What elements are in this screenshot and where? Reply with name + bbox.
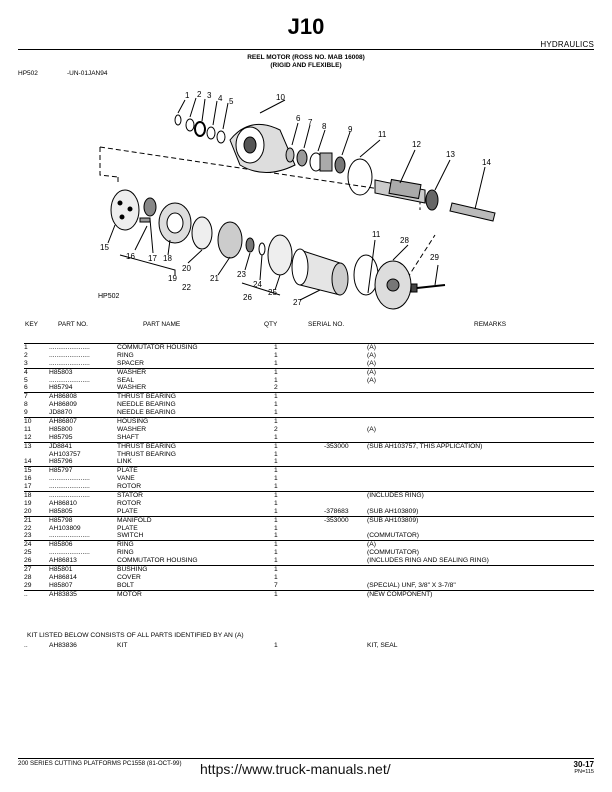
row-part-name: BUSHING	[117, 566, 148, 574]
row-part-no: JD8870	[49, 409, 73, 417]
row-key: 18	[24, 492, 32, 500]
kit-part-no: AH83836	[49, 642, 77, 649]
row-part-name: THRUST BEARING	[117, 393, 176, 401]
row-remarks: (A)	[367, 344, 376, 351]
section-label: HYDRAULICS	[540, 40, 594, 49]
row-qty: 1	[274, 344, 278, 351]
row-remarks: (A)	[367, 376, 376, 384]
row-part-no: H85801	[49, 566, 73, 574]
row-part-no: AH86813	[49, 557, 77, 565]
row-part-name: THRUST BEARING	[117, 442, 176, 450]
table-row	[24, 565, 594, 574]
row-qty: 2	[274, 425, 278, 433]
row-part-name: SPACER	[117, 359, 145, 367]
kit-qty: 1	[274, 642, 278, 649]
row-key: 6	[24, 384, 28, 392]
row-part-name: SWITCH	[117, 532, 144, 540]
table-row	[24, 434, 594, 442]
callout-21: 21	[210, 274, 219, 283]
row-qty: 1	[274, 458, 278, 466]
col-header-key: KEY	[25, 321, 39, 328]
row-qty: 1	[274, 549, 278, 557]
row-qty: 1	[274, 524, 278, 532]
callout-8: 8	[322, 122, 327, 131]
callout-14: 14	[482, 158, 491, 167]
row-qty: 1	[274, 442, 278, 450]
row-part-name: SHAFT	[117, 433, 139, 441]
row-part-name: VANE	[117, 475, 135, 483]
callout-25: 25	[268, 288, 277, 297]
row-qty: 2	[274, 384, 278, 392]
row-part-name: ROTOR	[117, 499, 142, 507]
row-remarks: (COMMUTATOR)	[367, 549, 420, 557]
row-qty: 1	[274, 475, 278, 483]
row-qty: 1	[274, 492, 278, 500]
table-row	[24, 532, 594, 540]
col-header-part-name: PART NAME	[143, 321, 181, 328]
row-part-name: WASHER	[117, 425, 147, 433]
row-key: 11	[24, 425, 31, 433]
kit-note: KIT LISTED BELOW CONSISTS OF ALL PARTS IDENTIFIED BY AN (A)	[27, 632, 244, 639]
row-key: 27	[24, 566, 32, 574]
row-part-no: AH103757	[49, 450, 81, 458]
row-remarks: (A)	[367, 359, 376, 367]
row-key: 5	[24, 376, 28, 384]
row-part-name: PLATE	[117, 524, 138, 532]
table-row	[24, 451, 594, 459]
col-header-qty: QTY	[264, 321, 278, 328]
row-key: 9	[24, 409, 28, 417]
row-qty: 1	[274, 516, 278, 524]
table-row	[24, 475, 594, 483]
callout-16: 16	[126, 252, 135, 261]
row-key: 19	[24, 499, 32, 507]
kit-row	[24, 642, 594, 650]
page-number: 30-17	[573, 760, 594, 769]
row-part-no: ......................	[49, 344, 90, 351]
row-key: 28	[24, 573, 32, 581]
table-row	[24, 384, 594, 392]
table-row	[24, 549, 594, 557]
row-key: 20	[24, 507, 32, 515]
row-key: ..	[24, 590, 28, 598]
row-qty: 1	[274, 541, 278, 549]
kit-remarks: KIT, SEAL	[367, 642, 398, 649]
row-part-no: H85797	[49, 467, 73, 475]
pn-code: PN=115	[574, 769, 594, 775]
row-qty: 1	[274, 499, 278, 507]
table-row	[24, 458, 594, 466]
row-part-no: ......................	[49, 532, 90, 540]
row-part-name: PLATE	[117, 467, 138, 475]
row-part-name: RING	[117, 549, 134, 557]
row-part-no: ......................	[49, 483, 90, 491]
table-row	[24, 483, 594, 491]
row-part-name: MANIFOLD	[117, 516, 152, 524]
callout-22: 22	[182, 283, 191, 292]
callout-15: 15	[100, 243, 109, 252]
callout-28: 28	[400, 236, 409, 245]
callout-3: 3	[207, 91, 212, 100]
row-remarks: (A)	[367, 351, 376, 359]
row-key: 12	[24, 433, 32, 441]
callout-7: 7	[308, 118, 313, 127]
row-remarks: (A)	[367, 541, 376, 549]
callout-18: 18	[163, 254, 172, 263]
row-qty: 1	[274, 418, 278, 426]
row-part-no: H85796	[49, 458, 73, 466]
header-rule	[18, 49, 594, 50]
row-part-name: COVER	[117, 573, 141, 581]
callout-17: 17	[148, 254, 157, 263]
figure-subtitle: (RIGID AND FLEXIBLE)	[270, 62, 342, 69]
row-qty: 1	[274, 507, 278, 515]
callout-23: 23	[237, 270, 246, 279]
row-part-name: PLATE	[117, 507, 138, 515]
parts-table	[24, 343, 594, 599]
table-row	[24, 590, 594, 599]
row-key: 17	[24, 483, 32, 491]
row-part-name: THRUST BEARING	[117, 450, 176, 458]
callout-6: 6	[296, 114, 301, 123]
row-remarks: (SPECIAL) UNF, 3/8" X 3-7/8"	[367, 581, 456, 589]
callout-26: 26	[243, 293, 252, 302]
row-qty: 1	[274, 590, 278, 598]
table-row	[24, 525, 594, 533]
table-row	[24, 500, 594, 508]
row-part-no: H85806	[49, 541, 73, 549]
row-part-no: AH83835	[49, 590, 77, 598]
row-part-no: ......................	[49, 359, 90, 367]
row-key: 24	[24, 541, 32, 549]
row-remarks: (A)	[367, 368, 376, 376]
row-part-name: BOLT	[117, 581, 134, 589]
callout-27: 27	[293, 298, 302, 307]
diagram-code: HP502	[98, 293, 120, 300]
row-key: 16	[24, 475, 32, 483]
row-part-name: HOUSING	[117, 418, 149, 426]
table-row	[24, 343, 594, 352]
row-remarks: (NEW COMPONENT)	[367, 590, 433, 598]
callout-4: 4	[218, 94, 223, 103]
row-part-no: AH86807	[49, 418, 77, 426]
row-qty: 1	[274, 351, 278, 359]
row-part-name: MOTOR	[117, 590, 142, 598]
row-part-no: H85798	[49, 516, 73, 524]
row-key: 4	[24, 368, 28, 376]
row-key: 1	[24, 344, 28, 351]
row-key: 26	[24, 557, 32, 565]
page-title: J10	[287, 14, 325, 39]
watermark-url[interactable]: https://www.truck-manuals.net/	[200, 761, 391, 777]
row-key: 15	[24, 467, 32, 475]
table-row	[24, 508, 594, 516]
table-row	[24, 466, 594, 475]
row-qty: 1	[274, 368, 278, 376]
table-row	[24, 368, 594, 377]
kit-key: ..	[24, 642, 28, 649]
figure-code: HP502	[18, 70, 38, 77]
row-qty: 1	[274, 376, 278, 384]
table-row	[24, 516, 594, 525]
callout-5: 5	[229, 97, 234, 106]
row-remarks: (INCLUDES RING AND SEALING RING)	[367, 557, 489, 565]
table-row	[24, 491, 594, 500]
row-qty: 1	[274, 532, 278, 540]
row-part-name: COMMUTATOR HOUSING	[117, 344, 198, 351]
row-qty: 1	[274, 483, 278, 491]
row-key: 3	[24, 359, 28, 367]
exploded-parts-diagram	[90, 85, 530, 310]
row-key: 22	[24, 524, 32, 532]
row-qty: 1	[274, 557, 278, 565]
kit-part-name: KIT	[117, 642, 128, 649]
row-part-no: AH86810	[49, 499, 77, 507]
col-header-remarks: REMARKS	[474, 321, 507, 328]
row-part-name: ROTOR	[117, 483, 142, 491]
row-part-no: H85794	[49, 384, 73, 392]
row-part-no: H85805	[49, 507, 73, 515]
row-key: 13	[24, 442, 32, 450]
row-part-no: AH86808	[49, 393, 77, 401]
table-row	[24, 392, 594, 401]
row-part-no: H85800	[49, 425, 73, 433]
callout-24: 24	[253, 280, 262, 289]
row-part-name: COMMUTATOR HOUSING	[117, 557, 198, 565]
row-remarks: (COMMUTATOR)	[367, 532, 420, 540]
table-row	[24, 360, 594, 368]
row-part-no: H85803	[49, 368, 73, 376]
row-qty: 1	[274, 450, 278, 458]
table-row	[24, 377, 594, 385]
row-remarks: (A)	[367, 425, 376, 433]
row-key: 8	[24, 401, 28, 409]
row-qty: 7	[274, 581, 278, 589]
callout-1: 1	[185, 91, 190, 100]
row-qty: 1	[274, 393, 278, 401]
row-qty: 1	[274, 467, 278, 475]
table-row	[24, 417, 594, 426]
callout-10: 10	[276, 93, 285, 102]
table-row	[24, 352, 594, 360]
row-part-no: ......................	[49, 549, 90, 557]
table-row	[24, 540, 594, 549]
row-serial-no: -353000	[324, 516, 349, 524]
row-qty: 1	[274, 401, 278, 409]
row-part-no: ......................	[49, 475, 90, 483]
row-qty: 1	[274, 433, 278, 441]
footer-publication: 200 SERIES CUTTING PLATFORMS PC1558 (81-OCT-99)	[18, 760, 182, 767]
row-part-no: ......................	[49, 351, 90, 359]
callout-12: 12	[412, 140, 421, 149]
table-row	[24, 409, 594, 417]
row-remarks: (SUB AH103757, THIS APPLICATION)	[367, 442, 483, 450]
row-part-name: SEAL	[117, 376, 135, 384]
row-part-name: WASHER	[117, 368, 147, 376]
row-part-name: STATOR	[117, 492, 144, 500]
table-row	[24, 557, 594, 565]
figure-title: REEL MOTOR (ROSS NO. MAB 16008)	[247, 54, 365, 61]
table-row	[24, 442, 594, 451]
callout-11-top: 11	[378, 130, 387, 139]
row-key: 2	[24, 351, 28, 359]
callout-29: 29	[430, 253, 439, 262]
row-part-no: AH86814	[49, 573, 77, 581]
row-qty: 1	[274, 409, 278, 417]
row-key: 29	[24, 581, 32, 589]
row-part-name: LINK	[117, 458, 132, 466]
row-part-no: H85795	[49, 433, 73, 441]
row-qty: 1	[274, 573, 278, 581]
footer-rule	[18, 758, 594, 759]
callout-13: 13	[446, 150, 455, 159]
row-part-name: RING	[117, 351, 134, 359]
col-header-part-no: PART NO.	[58, 321, 88, 328]
table-row	[24, 426, 594, 434]
row-remarks: (SUB AH103809)	[367, 516, 419, 524]
row-part-no: JD8841	[49, 442, 73, 450]
row-remarks: (INCLUDES RING)	[367, 492, 424, 500]
row-serial-no: -378683	[324, 507, 349, 515]
callout-11-bottom: 11	[372, 230, 381, 239]
row-key: 14	[24, 458, 32, 466]
callout-19: 19	[168, 274, 177, 283]
row-key: 7	[24, 393, 28, 401]
row-part-name: WASHER	[117, 384, 147, 392]
row-key: 25	[24, 549, 32, 557]
row-part-no: ......................	[49, 376, 90, 384]
callout-2: 2	[197, 90, 202, 99]
row-qty: 1	[274, 359, 278, 367]
row-part-no: H85807	[49, 581, 73, 589]
table-row	[24, 574, 594, 582]
table-row	[24, 582, 594, 590]
row-remarks: (SUB AH103809)	[367, 507, 419, 515]
row-part-no: AH86809	[49, 401, 77, 409]
row-part-name: RING	[117, 541, 134, 549]
row-serial-no: -353000	[324, 442, 349, 450]
table-row	[24, 401, 594, 409]
row-part-name: NEEDLE BEARING	[117, 401, 176, 409]
row-key: 21	[24, 516, 32, 524]
callout-9: 9	[348, 125, 353, 134]
row-key: 10	[24, 418, 32, 426]
row-part-no: ......................	[49, 492, 90, 500]
row-key: 23	[24, 532, 32, 540]
figure-date-code: -UN-01JAN94	[67, 70, 108, 77]
row-part-no: AH103809	[49, 524, 81, 532]
row-qty: 1	[274, 566, 278, 574]
row-part-name: NEEDLE BEARING	[117, 409, 176, 417]
col-header-serial-no: SERIAL NO.	[308, 321, 345, 328]
callout-20: 20	[182, 264, 191, 273]
